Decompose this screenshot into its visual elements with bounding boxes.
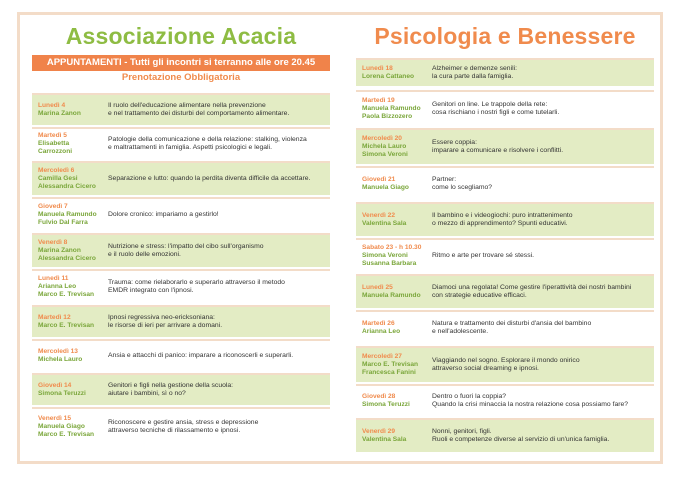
row-speaker bbox=[32, 348, 104, 364]
row-names: Michela Lauro Simona Veroni bbox=[362, 143, 408, 158]
schedule-row bbox=[356, 238, 654, 272]
schedule-row bbox=[32, 161, 330, 195]
row-speaker bbox=[356, 284, 428, 300]
appointments-banner: APPUNTAMENTI - Tutti gli incontri si terranno alle ore 20.45 bbox=[32, 55, 330, 71]
row-speaker bbox=[356, 97, 428, 121]
row-day: Lunedì 11 bbox=[38, 275, 69, 282]
row-names: Manuela Giago Marco E. Trevisan bbox=[38, 423, 95, 438]
row-day: Venerdì 15 bbox=[38, 415, 71, 422]
row-day: Venerdì 8 bbox=[38, 239, 68, 246]
row-day: Giovedì 28 bbox=[362, 393, 396, 400]
row-names: Simona Teruzzi bbox=[38, 390, 86, 397]
row-day: Martedì 19 bbox=[362, 97, 395, 104]
row-names: Manuela Ramundo bbox=[362, 292, 421, 299]
row-speaker bbox=[32, 382, 104, 398]
row-topic: Riconoscere e gestire ansia, stress e depressione attraverso tecniche di rilassamento e ipnosi. bbox=[108, 418, 259, 434]
row-speaker bbox=[356, 320, 428, 336]
row-day: Venerdì 22 bbox=[362, 212, 395, 219]
row-names: Camilla Gesi Alessandra Cicero bbox=[38, 175, 96, 190]
row-day: Venerdì 29 bbox=[362, 428, 395, 435]
row-speaker bbox=[32, 167, 104, 191]
row-topic: Natura e trattamento dei disturbi d'ansia del bambino e nell'adolescente. bbox=[432, 319, 592, 335]
row-topic: Separazione e lutto: quando la perdita diventa difficile da accettare. bbox=[108, 174, 311, 182]
row-names: Manuela Ramundo Fulvio Dal Farra bbox=[38, 211, 97, 226]
schedule-row bbox=[356, 166, 654, 200]
schedule-row bbox=[356, 274, 654, 308]
row-topic: Alzheimer e demenze senili: la cura parte dalla famiglia. bbox=[432, 64, 518, 80]
row-speaker bbox=[32, 132, 104, 156]
row-day: Mercoledì 13 bbox=[38, 348, 78, 355]
row-names: Manuela Ramundo Paola Bizzozero bbox=[362, 105, 421, 120]
schedule-row bbox=[32, 197, 330, 231]
row-names: Marco E. Trevisan bbox=[38, 322, 95, 329]
flyer-frame bbox=[17, 12, 663, 464]
row-names: Simona Veroni Susanna Barbara bbox=[362, 252, 417, 267]
row-topic: Nonni, genitori, figli. Ruoli e competenze diverse al servizio di un'unica famiglia. bbox=[432, 427, 610, 443]
row-topic: Essere coppia: imparare a comunicare e risolvere i conflitti. bbox=[432, 138, 564, 154]
row-topic: Genitori on line. Le trappole della rete: cosa rischiano i nostri figli e come tutelarli. bbox=[432, 100, 560, 116]
row-topic: Dolore cronico: impariamo a gestirlo! bbox=[108, 210, 219, 218]
row-day: Martedì 12 bbox=[38, 314, 71, 321]
row-names: Marina Zanon Alessandra Cicero bbox=[38, 247, 96, 262]
row-speaker bbox=[32, 275, 104, 299]
row-day: Lunedì 18 bbox=[362, 65, 393, 72]
right-column bbox=[356, 15, 654, 443]
row-names: Simona Teruzzi bbox=[362, 401, 410, 408]
row-names: Marco E. Trevisan Francesca Fanini bbox=[362, 361, 419, 376]
left-title: Associazione Acacia bbox=[65, 23, 297, 49]
row-names: Arianna Leo bbox=[362, 328, 401, 335]
schedule-row bbox=[32, 269, 330, 303]
schedule-row bbox=[32, 407, 330, 445]
row-day: Martedì 5 bbox=[38, 132, 67, 139]
row-speaker bbox=[356, 212, 428, 228]
row-speaker bbox=[32, 415, 104, 439]
row-topic: Genitori e figli nella gestione della scuola: aiutare i bambini, sì o no? bbox=[108, 381, 234, 397]
schedule-row bbox=[32, 93, 330, 125]
schedule-row bbox=[32, 127, 330, 159]
schedule-row bbox=[32, 339, 330, 371]
row-topic: Patologie della comunicazione e della relazione: stalking, violenza e maltrattamenti in famiglia. Aspetti psicologici e legali. bbox=[108, 135, 307, 151]
row-names: Marina Zanon bbox=[38, 110, 81, 117]
row-names: Elisabetta Carrozzoni bbox=[38, 140, 73, 155]
schedule-row bbox=[356, 58, 654, 86]
row-topic: Viaggiando nel sogno. Esplorare il mondo onirico attraverso social dreaming e ipnosi. bbox=[432, 356, 580, 372]
row-speaker bbox=[356, 353, 428, 377]
row-speaker bbox=[356, 135, 428, 159]
row-speaker bbox=[356, 176, 428, 192]
row-day: Sabato 23 - h 10.30 bbox=[362, 244, 422, 251]
row-topic: Trauma: come rielaborarlo e superarlo attraverso il metodo EMDR integrato con l'ipnosi. bbox=[108, 278, 285, 294]
row-topic: Ipnosi regressiva neo-ericksoniana: le risorse di ieri per arrivare a domani. bbox=[108, 313, 223, 329]
schedule-row bbox=[356, 128, 654, 164]
row-day: Lunedì 25 bbox=[362, 284, 393, 291]
schedule-row bbox=[32, 305, 330, 337]
schedule-row bbox=[32, 233, 330, 267]
row-speaker bbox=[356, 393, 428, 409]
row-day: Giovedì 21 bbox=[362, 176, 396, 183]
schedule-row bbox=[32, 373, 330, 405]
row-topic: Dentro o fuori la coppia? Quando la crisi minaccia la nostra relazione cosa possiamo fare? bbox=[432, 392, 629, 408]
row-day: Lunedì 4 bbox=[38, 102, 66, 109]
row-topic: Il ruolo dell'educazione alimentare nella prevenzione e nel trattamento dei disturbi del comportamento alimentare. bbox=[108, 101, 290, 117]
row-topic: Ritmo e arte per trovare sé stessi. bbox=[432, 251, 534, 259]
row-speaker bbox=[32, 314, 104, 330]
row-names: Valentina Sala bbox=[362, 436, 407, 443]
row-names: Michela Lauro bbox=[38, 356, 83, 363]
schedule-row bbox=[356, 90, 654, 126]
right-title: Psicologia e Benessere bbox=[374, 23, 636, 49]
row-topic: Ansia e attacchi di panico: imparare a riconoscerli e superarli. bbox=[108, 351, 294, 359]
row-topic: Partner: come lo scegliamo? bbox=[432, 175, 493, 191]
row-day: Giovedì 14 bbox=[38, 382, 72, 389]
booking-required-note: Prenotazione Obbligatoria bbox=[121, 72, 241, 83]
schedule-row bbox=[356, 384, 654, 416]
row-topic: Nutrizione e stress: l'impatto del cibo sull'organismo e il ruolo delle emozioni. bbox=[108, 242, 264, 258]
row-speaker bbox=[356, 244, 428, 268]
schedule-row bbox=[356, 310, 654, 344]
schedule-row bbox=[356, 418, 654, 452]
row-day: Mercoledì 20 bbox=[362, 135, 402, 142]
row-day: Martedì 26 bbox=[362, 320, 395, 327]
row-speaker bbox=[32, 239, 104, 263]
row-topic: Il bambino e i videogiochi: puro intrattenimento o mezzo di apprendimento? Spunti educativi. bbox=[432, 211, 573, 227]
row-speaker bbox=[356, 65, 428, 81]
row-names: Manuela Giago bbox=[362, 184, 409, 191]
schedule-row bbox=[356, 346, 654, 382]
row-speaker bbox=[356, 428, 428, 444]
row-day: Mercoledì 6 bbox=[38, 167, 75, 174]
row-day: Giovedì 7 bbox=[38, 203, 68, 210]
row-names: Arianna Leo Marco E. Trevisan bbox=[38, 283, 95, 298]
row-day: Mercoledì 27 bbox=[362, 353, 402, 360]
schedule-row bbox=[356, 202, 654, 236]
row-speaker bbox=[32, 203, 104, 227]
row-topic: Diamoci una regolata! Come gestire l'iperattività dei nostri bambini con strategie educative efficaci. bbox=[432, 283, 632, 299]
row-speaker bbox=[32, 102, 104, 118]
row-names: Valentina Sala bbox=[362, 220, 407, 227]
left-column bbox=[32, 15, 330, 438]
row-names: Lorena Cattaneo bbox=[362, 73, 415, 80]
